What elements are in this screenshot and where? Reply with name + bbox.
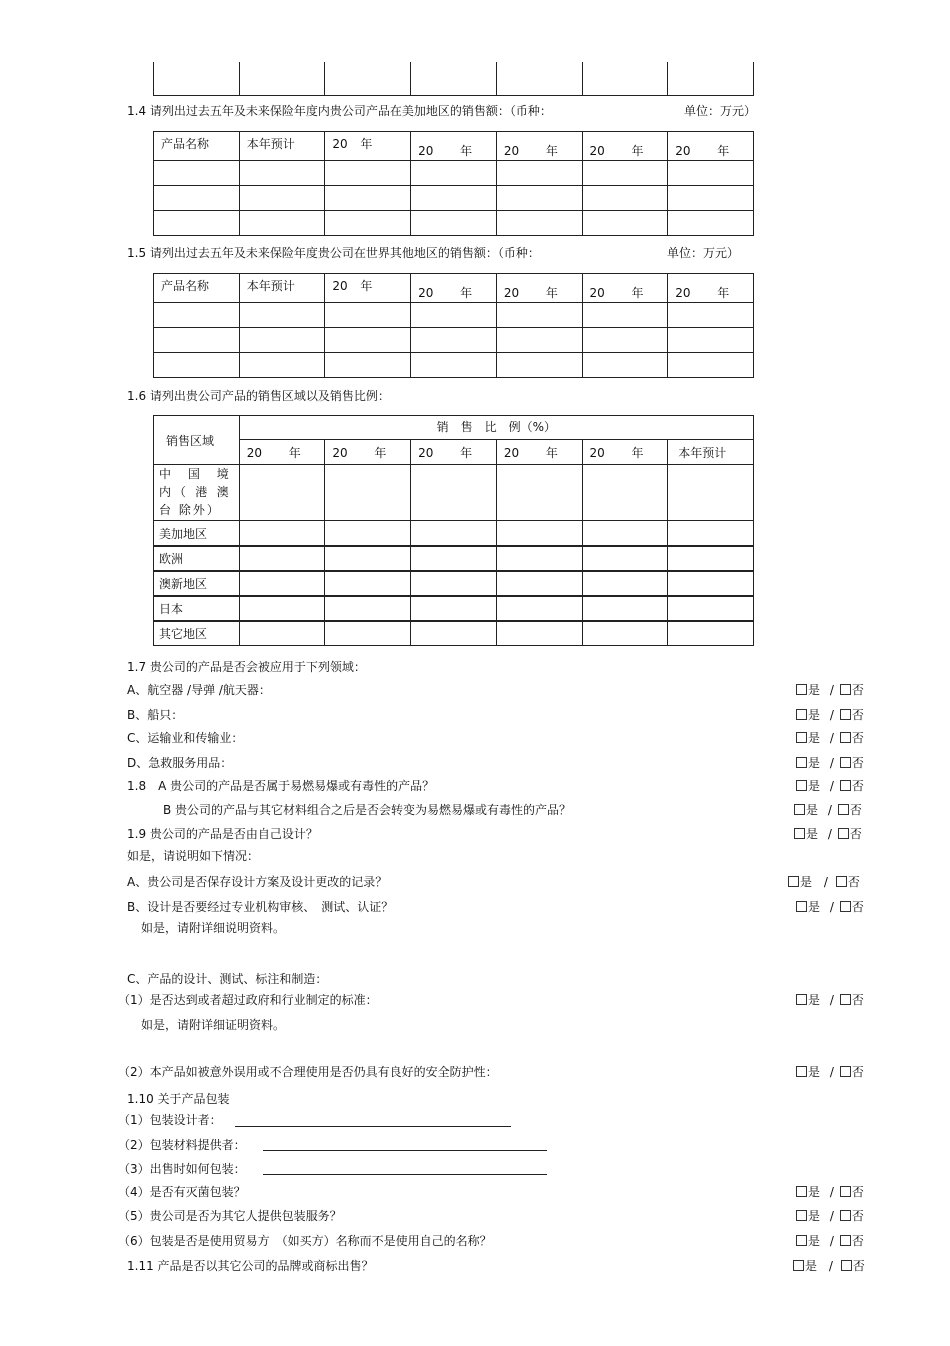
table-cell[interactable]	[496, 571, 582, 596]
checkbox-icon[interactable]	[796, 1186, 807, 1197]
header-product-name: 产品名称	[154, 132, 240, 161]
table-cell[interactable]	[325, 328, 411, 353]
table-cell[interactable]	[239, 353, 325, 378]
table-cell[interactable]	[239, 546, 325, 571]
table-cell[interactable]	[154, 161, 240, 186]
header-year: 20 年	[582, 132, 668, 161]
checkbox-icon[interactable]	[796, 732, 807, 743]
table-cell[interactable]	[154, 62, 240, 95]
checkbox-icon[interactable]	[840, 1186, 851, 1197]
section-1-9-title: 1.9 贵公司的产品是否由自己设计？	[127, 827, 318, 841]
table-cell[interactable]	[668, 596, 754, 621]
section-1-4-unit: 单位：万元）	[684, 104, 757, 118]
table-cell[interactable]	[668, 62, 754, 95]
table-cell[interactable]	[239, 161, 325, 186]
checkbox-icon[interactable]	[796, 684, 807, 695]
region-label: 日本	[154, 596, 240, 621]
checkbox-icon[interactable]	[788, 876, 799, 887]
table-cell[interactable]	[411, 186, 497, 211]
table-cell[interactable]	[411, 546, 497, 571]
section-1-9-if-yes: 如是，请说明如下情况：	[127, 849, 260, 863]
checkbox-icon[interactable]	[796, 709, 807, 720]
header-year: 20 年	[582, 440, 668, 465]
table-cell[interactable]	[325, 596, 411, 621]
checkbox-icon[interactable]	[796, 780, 807, 791]
checkbox-icon[interactable]	[836, 876, 847, 887]
table-cell[interactable]	[411, 353, 497, 378]
table-cell[interactable]	[496, 596, 582, 621]
question-1-9-c2: （2）本产品如被意外误用或不合理使用是否仍具有良好的安全防护性：	[118, 1065, 498, 1079]
header-year: 20 年	[582, 274, 668, 303]
checkbox-icon[interactable]	[796, 1066, 807, 1077]
table-cell[interactable]	[496, 161, 582, 186]
checkbox-icon[interactable]	[796, 1235, 807, 1246]
table-cell[interactable]	[411, 596, 497, 621]
region-label: 欧洲	[154, 546, 240, 571]
checkbox-icon[interactable]	[793, 1260, 804, 1271]
table-cell[interactable]	[154, 353, 240, 378]
table-cell[interactable]	[411, 621, 497, 646]
question-emergency: D、急救服务用品：	[127, 756, 233, 770]
table-cell[interactable]	[239, 596, 325, 621]
table-cell[interactable]	[239, 186, 325, 211]
table-cell[interactable]	[496, 465, 582, 521]
table-cell[interactable]	[239, 621, 325, 646]
table-cell[interactable]	[411, 211, 497, 236]
section-1-5-title: 1.5 请列出过去五年及未来保险年度贵公司在世界其他地区的销售额：（币种：	[127, 246, 540, 260]
yes-no-checkbox[interactable]: 是 / 否	[794, 825, 862, 842]
table-cell[interactable]	[668, 353, 754, 378]
question-1-9-c1: （1）是否达到或者超过政府和行业制定的标准：	[118, 993, 378, 1007]
table-cell[interactable]	[496, 62, 582, 95]
note-1-9-c1: 如是，请附详细证明资料。	[141, 1018, 286, 1032]
table-cell[interactable]	[325, 621, 411, 646]
table-cell[interactable]	[325, 161, 411, 186]
question-packaging-designer: （1）包装设计者：	[118, 1113, 222, 1127]
table-cell[interactable]	[668, 465, 754, 521]
header-sales-region: 销售区域	[154, 416, 240, 465]
table-cell[interactable]	[496, 621, 582, 646]
table-cell[interactable]	[411, 521, 497, 546]
table-cell[interactable]	[411, 328, 497, 353]
sales-table-us-canada	[153, 131, 754, 236]
section-1-4-title: 1.4 请列出过去五年及未来保险年度内贵公司产品在美加地区的销售额：（币种：	[127, 104, 552, 118]
header-year: 20 年	[496, 440, 582, 465]
yes-no-checkbox[interactable]: 是 / 否	[796, 898, 864, 915]
question-transport: C、运输业和传输业：	[127, 731, 244, 745]
table-cell[interactable]	[582, 186, 668, 211]
section-1-10-title: 1.10 关于产品包装	[127, 1092, 230, 1106]
table-cell[interactable]	[668, 303, 754, 328]
checkbox-icon[interactable]	[796, 994, 807, 1005]
question-ships: B、船只：	[127, 708, 184, 722]
yes-no-checkbox[interactable]: 是 / 否	[796, 706, 864, 723]
header-year: 20 年	[496, 132, 582, 161]
yes-no-checkbox[interactable]: 是 / 否	[793, 1257, 865, 1274]
table-cell[interactable]	[668, 546, 754, 571]
section-1-7-title: 1.7 贵公司的产品是否会被应用于下列领域：	[127, 660, 366, 674]
header-year: 20 年	[496, 274, 582, 303]
table-cell[interactable]	[582, 62, 668, 95]
checkbox-icon[interactable]	[841, 1260, 852, 1271]
header-year: 20 年	[239, 440, 325, 465]
table-cell[interactable]	[496, 303, 582, 328]
table-cell[interactable]	[668, 328, 754, 353]
table-cell[interactable]	[582, 465, 668, 521]
table-cell[interactable]	[239, 303, 325, 328]
table-cell[interactable]	[411, 303, 497, 328]
checkbox-icon[interactable]	[838, 828, 849, 839]
checkbox-icon[interactable]	[840, 1235, 851, 1246]
table-cell[interactable]	[325, 546, 411, 571]
question-trade-name: （6）包装是否是使用贸易方 （如买方）名称而不是使用自己的名称？	[118, 1234, 492, 1248]
table-cell[interactable]	[496, 186, 582, 211]
packaging-supplier-field[interactable]	[263, 1150, 547, 1151]
table-cell[interactable]	[325, 353, 411, 378]
checkbox-icon[interactable]	[840, 901, 851, 912]
table-cell[interactable]	[325, 571, 411, 596]
checkbox-icon[interactable]	[794, 828, 805, 839]
table-cell[interactable]	[325, 521, 411, 546]
question-packaging-service: （5）贵公司是否为其它人提供包装服务？	[118, 1209, 342, 1223]
checkbox-icon[interactable]	[840, 732, 851, 743]
table-cell[interactable]	[668, 211, 754, 236]
checkbox-icon[interactable]	[840, 1210, 851, 1221]
packaging-designer-field[interactable]	[235, 1126, 511, 1127]
question-1-9-a: A、贵公司是否保存设计方案及设计更改的记录？	[127, 875, 388, 889]
table-cell[interactable]	[239, 521, 325, 546]
question-1-8-a: 1.8 A 贵公司的产品是否属于易燃易爆或有毒性的产品？	[127, 779, 435, 793]
top-partial-table	[153, 62, 754, 96]
question-1-9-b: B、设计是否要经过专业机构审核、 测试、认证？	[127, 900, 394, 914]
region-label: 其它地区	[154, 621, 240, 646]
table-cell[interactable]	[668, 571, 754, 596]
table-cell[interactable]	[154, 186, 240, 211]
table-cell[interactable]	[582, 161, 668, 186]
table-cell[interactable]	[496, 521, 582, 546]
table-cell[interactable]	[154, 328, 240, 353]
header-year: 20 年	[411, 274, 497, 303]
table-cell[interactable]	[582, 328, 668, 353]
table-cell[interactable]	[239, 465, 325, 521]
header-year: 20 年	[411, 440, 497, 465]
table-cell[interactable]	[668, 521, 754, 546]
section-1-5-unit: 单位：万元）	[667, 246, 740, 260]
checkbox-icon[interactable]	[794, 804, 805, 815]
question-packaging-supplier: （2）包装材料提供者：	[118, 1138, 246, 1152]
table-cell[interactable]	[239, 571, 325, 596]
table-cell[interactable]	[496, 353, 582, 378]
yes-no-checkbox[interactable]: 是 / 否	[796, 1232, 864, 1249]
header-sales-ratio: 销 售 比 例（%）	[239, 416, 753, 440]
table-cell[interactable]	[239, 328, 325, 353]
checkbox-icon[interactable]	[840, 684, 851, 695]
checkbox-icon[interactable]	[840, 994, 851, 1005]
header-year: 20 年	[411, 132, 497, 161]
yes-no-checkbox[interactable]: 是 / 否	[796, 991, 864, 1008]
checkbox-icon[interactable]	[840, 780, 851, 791]
table-cell[interactable]	[496, 328, 582, 353]
table-cell[interactable]	[325, 62, 411, 95]
yes-no-checkbox[interactable]: 是 / 否	[796, 1207, 864, 1224]
header-product-name: 产品名称	[154, 274, 240, 303]
table-cell[interactable]	[325, 465, 411, 521]
section-1-6-title: 1.6 请列出贵公司产品的销售区域以及销售比例：	[127, 389, 390, 403]
checkbox-icon[interactable]	[840, 709, 851, 720]
table-cell[interactable]	[496, 211, 582, 236]
table-cell[interactable]	[154, 303, 240, 328]
header-current-year: 本年预计	[239, 132, 325, 161]
checkbox-icon[interactable]	[840, 757, 851, 768]
table-cell[interactable]	[411, 62, 497, 95]
checkbox-icon[interactable]	[796, 1210, 807, 1221]
table-cell[interactable]	[239, 62, 325, 95]
table-cell[interactable]	[582, 571, 668, 596]
table-cell[interactable]	[668, 621, 754, 646]
table-cell[interactable]	[325, 186, 411, 211]
table-cell[interactable]	[325, 303, 411, 328]
table-cell[interactable]	[582, 211, 668, 236]
yes-no-checkbox[interactable]: 是 / 否	[796, 754, 864, 771]
header-year: 20 年	[325, 274, 411, 303]
header-year: 20 年	[325, 132, 411, 161]
yes-no-checkbox[interactable]: 是 / 否	[794, 801, 862, 818]
section-1-11-title: 1.11 产品是否以其它公司的品牌或商标出售？	[127, 1259, 374, 1273]
question-packaging-method: （3）出售时如何包装：	[118, 1162, 246, 1176]
region-label: 中 国 境 内（ 港 澳 台 除外）	[154, 465, 240, 521]
table-cell[interactable]	[239, 211, 325, 236]
table-cell[interactable]	[668, 186, 754, 211]
note-1-9-b: 如是，请附详细说明资料。	[141, 921, 286, 935]
question-sterile-packaging: （4）是否有灭菌包装？	[118, 1185, 246, 1199]
checkbox-icon[interactable]	[838, 804, 849, 815]
yes-no-checkbox[interactable]: 是 / 否	[796, 681, 864, 698]
header-current-year: 本年预计	[239, 274, 325, 303]
checkbox-icon[interactable]	[840, 1066, 851, 1077]
region-label: 美加地区	[154, 521, 240, 546]
table-cell[interactable]	[582, 621, 668, 646]
header-current-year: 本年预计	[668, 440, 754, 465]
table-cell[interactable]	[154, 211, 240, 236]
header-year: 20 年	[668, 132, 754, 161]
sales-region-table	[153, 415, 754, 646]
table-cell[interactable]	[582, 303, 668, 328]
table-cell[interactable]	[582, 521, 668, 546]
table-cell[interactable]	[668, 161, 754, 186]
checkbox-icon[interactable]	[796, 901, 807, 912]
table-cell[interactable]	[496, 546, 582, 571]
yes-no-checkbox[interactable]: 是 / 否	[796, 1183, 864, 1200]
table-cell[interactable]	[411, 161, 497, 186]
table-cell[interactable]	[411, 571, 497, 596]
table-cell[interactable]	[411, 465, 497, 521]
checkbox-icon[interactable]	[796, 757, 807, 768]
question-1-9-c: C、产品的设计、测试、标注和制造：	[127, 972, 328, 986]
yes-no-checkbox[interactable]: 是 / 否	[796, 777, 864, 794]
header-year: 20 年	[325, 440, 411, 465]
region-label: 澳新地区	[154, 571, 240, 596]
packaging-method-field[interactable]	[263, 1174, 547, 1175]
table-cell[interactable]	[582, 596, 668, 621]
yes-no-checkbox[interactable]: 是 / 否	[796, 729, 864, 746]
question-1-8-b: B 贵公司的产品与其它材料组合之后是否会转变为易燃易爆或有毒性的产品？	[163, 803, 572, 817]
table-cell[interactable]	[582, 353, 668, 378]
sales-table-other-regions	[153, 273, 754, 378]
table-cell[interactable]	[582, 546, 668, 571]
header-year: 20 年	[668, 274, 754, 303]
question-aerospace: A、航空器 /导弹 /航天器：	[127, 683, 271, 697]
yes-no-checkbox[interactable]: 是 / 否	[796, 1063, 864, 1080]
yes-no-checkbox[interactable]: 是 / 否	[788, 873, 860, 890]
table-cell[interactable]	[325, 211, 411, 236]
